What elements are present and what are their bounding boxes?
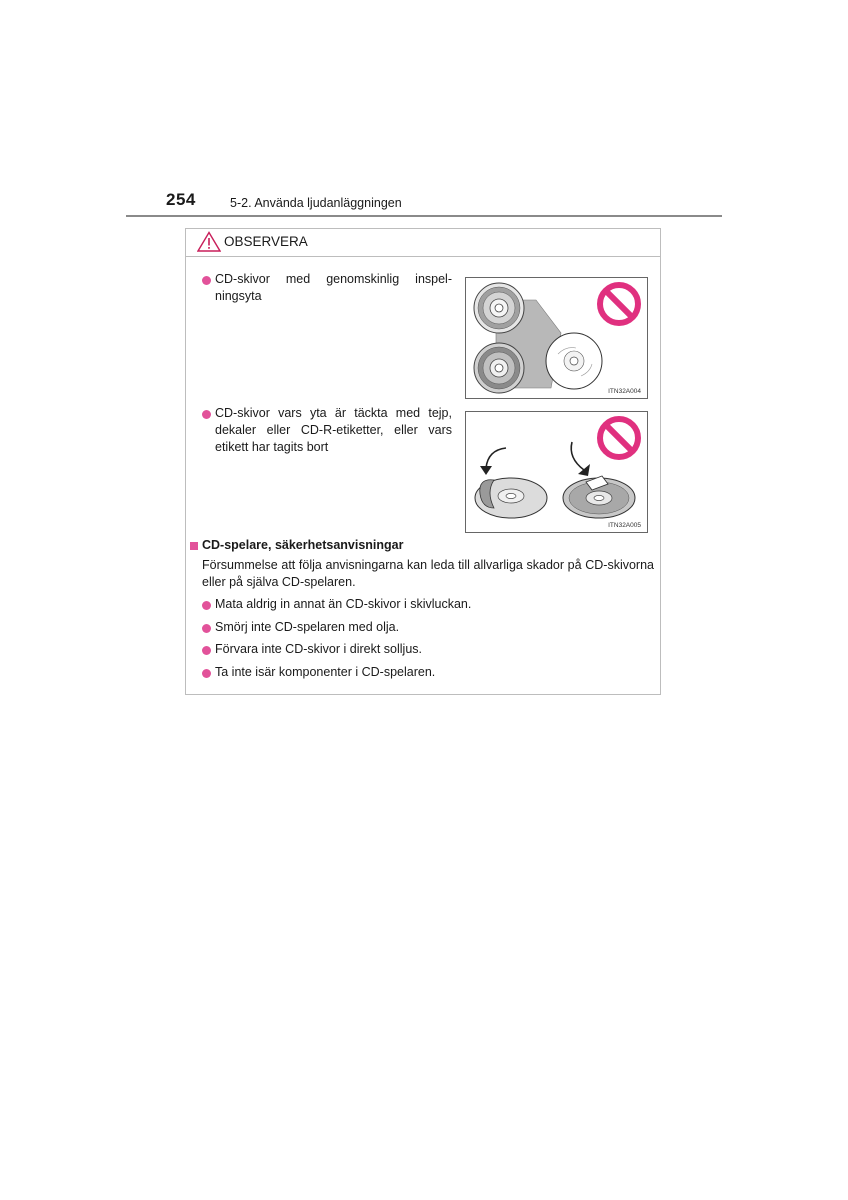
subsection-bullet-2 — [202, 619, 654, 636]
page-number: 254 — [166, 190, 196, 209]
caution-box — [185, 228, 661, 695]
section-title: 5-2. Använda ljudanläggningen — [230, 196, 402, 210]
bullet-dot — [202, 601, 211, 610]
caution-item-text: CD-skivor vars yta är täckta med tejp, dekaler eller CD-R-etiketter, eller vars etikett har tagits bort — [215, 406, 452, 454]
subsection-heading-text: CD-spelare, säkerhetsanvisningar — [202, 538, 404, 552]
subsection-bullet-1 — [202, 596, 654, 613]
subsection-intro: Försummelse att följa anvisningarna kan leda till allvarliga skador på CD-skivorna eller på själva CD-spelaren. — [202, 558, 654, 589]
caution-title: OBSERVERA — [224, 234, 308, 249]
prohibited-icon — [596, 415, 642, 461]
bullet-dot — [202, 669, 211, 678]
bullet-text: Smörj inte CD-spelaren med olja. — [215, 620, 400, 634]
caution-item-text: CD-skivor med genomskinlig inspel-ningsyta — [215, 272, 452, 303]
bullet-dot — [202, 410, 211, 419]
subsection-bullet-3 — [202, 641, 654, 658]
illustration-labeled-cd — [465, 411, 648, 533]
warning-triangle-icon — [197, 231, 221, 252]
bullet-dot — [202, 624, 211, 633]
illustration-transparent-cd — [465, 277, 648, 399]
caution-item-1 — [202, 271, 452, 305]
caution-item-2 — [202, 405, 452, 456]
bullet-text: Mata aldrig in annat än CD-skivor i skivluckan. — [215, 597, 472, 611]
bullet-dot — [202, 646, 211, 655]
caution-header — [186, 229, 660, 257]
bullet-text: Förvara inte CD-skivor i direkt solljus. — [215, 642, 422, 656]
subsection-bullet-4 — [202, 664, 654, 681]
header-rule — [126, 215, 722, 217]
figure-code: ITN32A005 — [608, 522, 641, 529]
subsection-heading — [190, 537, 654, 554]
prohibited-icon — [596, 281, 642, 327]
bullet-text: Ta inte isär komponenter i CD-spelaren. — [215, 665, 436, 679]
figure-code: ITN32A004 — [608, 388, 641, 395]
bullet-square — [190, 542, 198, 550]
bullet-dot — [202, 276, 211, 285]
